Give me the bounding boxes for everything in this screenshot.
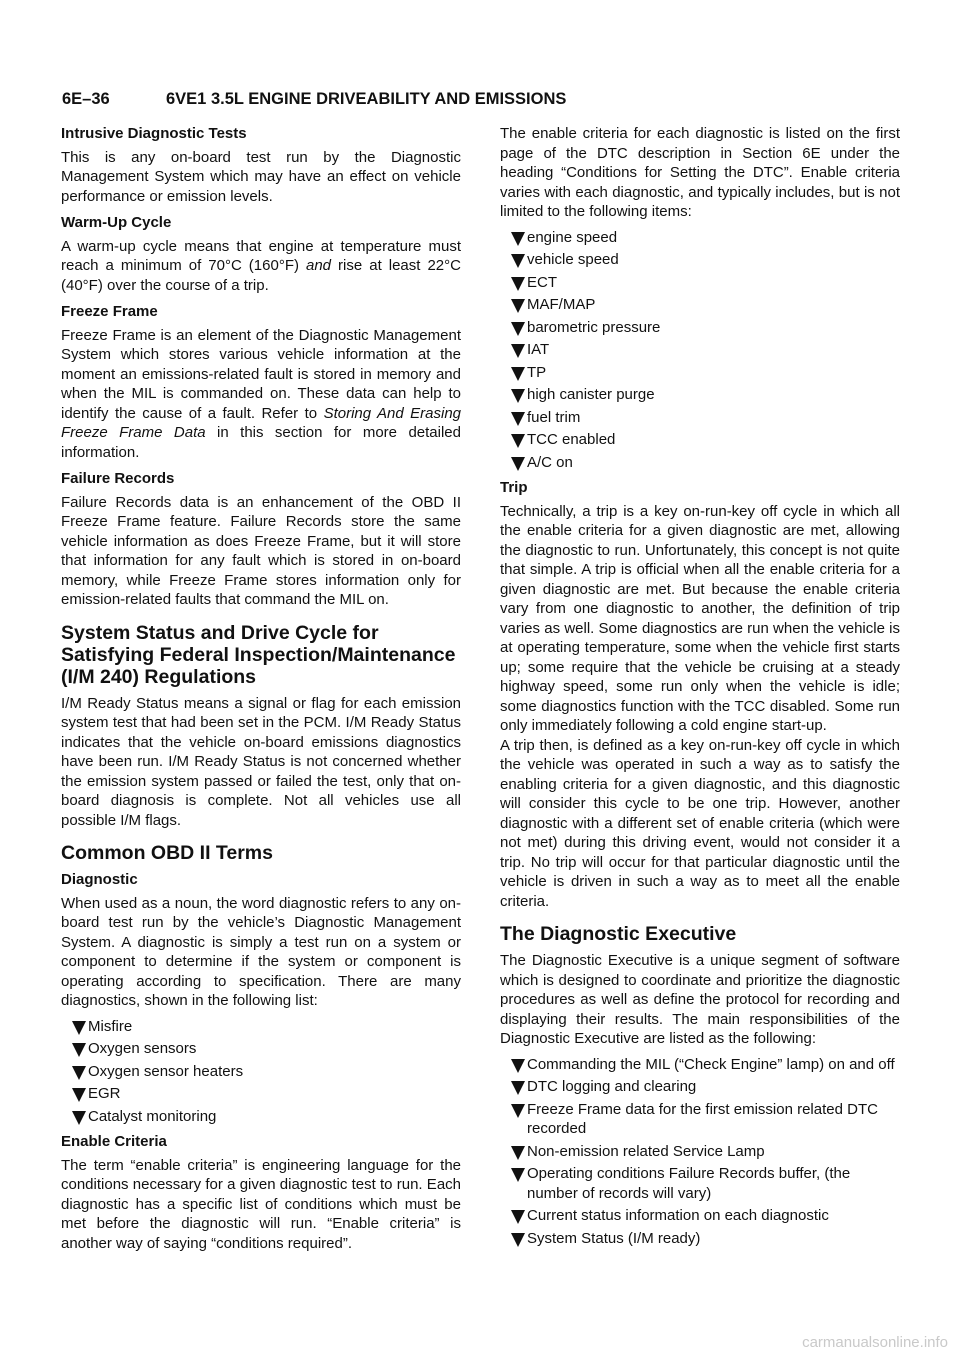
bullet-triangle-icon	[511, 434, 525, 448]
bullet-triangle-icon	[511, 277, 525, 291]
list-item: System Status (I/M ready)	[511, 1229, 900, 1249]
trip-title: Trip	[500, 479, 528, 496]
warmup-cycle-body: A warm-up cycle means that engine at temperature must reach a minimum of 70°C (160°F) and rise at least 22°C (40°F) over the course of a trip.	[61, 237, 461, 294]
left-column	[61, 124, 461, 1260]
list-item: IAT	[511, 340, 900, 360]
bullet-triangle-icon	[72, 1043, 86, 1057]
bullet-triangle-icon	[511, 1146, 525, 1160]
common-terms-heading: Common OBD II Terms	[61, 842, 273, 864]
right-column	[500, 124, 900, 1254]
bullet-triangle-icon	[511, 232, 525, 246]
failure-records-body: Failure Records data is an enhancement of the OBD II Freeze Frame feature. Failure Records store the same vehicle information as does Freeze Frame, but it will store that information for any fault which is stored in on-board memory, while Freeze Frame stores information only for emission-related faults that command the MIL on.	[61, 493, 461, 608]
list-item: Misfire	[72, 1017, 461, 1037]
bullet-triangle-icon	[511, 1210, 525, 1224]
watermark: carmanualsonline.info	[802, 1334, 948, 1351]
list-item: Operating conditions Failure Records buffer, (the number of records will vary)	[511, 1164, 900, 1203]
intrusive-tests-title: Intrusive Diagnostic Tests	[61, 125, 247, 142]
list-item: barometric pressure	[511, 318, 900, 338]
list-item: Non-emission related Service Lamp	[511, 1142, 900, 1162]
bullet-triangle-icon	[72, 1066, 86, 1080]
bullet-triangle-icon	[511, 344, 525, 358]
system-status-heading: System Status and Drive Cycle for Satisfying Federal Inspection/Maintenance (I/M 240) Regulations	[61, 621, 456, 688]
list-item: TP	[511, 363, 900, 383]
list-item: fuel trim	[511, 408, 900, 428]
bullet-triangle-icon	[72, 1088, 86, 1102]
list-item: DTC logging and clearing	[511, 1077, 900, 1097]
intrusive-tests-body: This is any on-board test run by the Diagnostic Management System which may have an effect on vehicle performance or emission levels.	[61, 148, 461, 205]
diagnostic-executive-body: The Diagnostic Executive is a unique segment of software which is designed to coordinate and prioritize the diagnostic procedures as well as define the protocol for recording and displaying their results. The main responsibilities of the Diagnostic Executive are listed as the following:	[500, 952, 900, 1047]
page-title: 6VE1 3.5L ENGINE DRIVEABILITY AND EMISSIONS	[166, 90, 567, 108]
bullet-triangle-icon	[511, 367, 525, 381]
list-item: EGR	[72, 1084, 461, 1104]
freeze-frame-title: Freeze Frame	[61, 303, 158, 320]
bullet-triangle-icon	[511, 254, 525, 268]
list-item: Freeze Frame data for the first emission related DTC recorded	[511, 1100, 900, 1139]
page-number: 6E–36	[62, 90, 110, 108]
enable-criteria-continued: The enable criteria for each diagnostic is listed on the first page of the DTC description in Section 6E under the heading “Conditions for Setting the DTC”. Enable criteria varies with each diagnostic, and typically includes, but is not limited to the following items:	[500, 125, 900, 220]
bullet-triangle-icon	[72, 1111, 86, 1125]
list-item: Commanding the MIL (“Check Engine” lamp) on and off	[511, 1055, 900, 1075]
trip-body-1: Technically, a trip is a key on-run-key off cycle in which all the enable criteria for a given diagnostic are met, allowing the diagnostic to run. Unfortunately, this concept is not quite that simple. A trip is official when all the enable criteria for a given diagnostic are met. But because the enable criteria vary from one diagnostic to another, the definition of trip varies as well. Some diagnostics are run when the vehicle is at operating temperature, some when the vehicle first starts up; some require that the vehicle be cruising at a steady highway speed, some run only when the vehicle is idle; some diagnostics function with the TCC disabled. Some run only immediately following a cold engine start-up.	[500, 502, 900, 734]
list-item: Oxygen sensors	[72, 1039, 461, 1059]
bullet-triangle-icon	[72, 1021, 86, 1035]
bullet-triangle-icon	[511, 1168, 525, 1182]
system-status-body: I/M Ready Status means a signal or flag for each emission system test that had been set in the PCM. I/M Ready Status indicates that the vehicle on-board emissions diagnostics have been run. I/M Ready Status is not concerned whether the emission system passed or failed the test, only that on-board diagnosis is complete. Not all vehicles use all possible I/M flags.	[61, 694, 461, 829]
enable-criteria-title: Enable Criteria	[61, 1133, 167, 1150]
bullet-triangle-icon	[511, 1059, 525, 1073]
list-item: MAF/MAP	[511, 295, 900, 315]
freeze-frame-reference: Storing And Erasing Freeze Frame Data	[61, 404, 461, 441]
list-item: ECT	[511, 273, 900, 293]
list-item: engine speed	[511, 228, 900, 248]
bullet-triangle-icon	[511, 412, 525, 426]
bullet-triangle-icon	[511, 457, 525, 471]
diagnostic-executive-list	[500, 1055, 900, 1249]
list-item: TCC enabled	[511, 430, 900, 450]
diagnostic-executive-heading: The Diagnostic Executive	[500, 923, 737, 945]
bullet-triangle-icon	[511, 322, 525, 336]
bullet-triangle-icon	[511, 1233, 525, 1247]
trip-body-2: A trip then, is defined as a key on-run-key off cycle in which the vehicle was operated in such a way as to satisfy the enabling criteria for a given diagnostic, and this diagnostic will consider this cycle to be one trip. However, another diagnostic with a different set of enable criteria (which were not met) during this driving event, would not consider it a trip. No trip will occur for that particular diagnostic until the vehicle is driven in such a way as to meet all the enable criteria.	[500, 736, 900, 910]
list-item: vehicle speed	[511, 250, 900, 270]
list-item: Catalyst monitoring	[72, 1107, 461, 1127]
warmup-cycle-title: Warm-Up Cycle	[61, 214, 172, 231]
bullet-triangle-icon	[511, 389, 525, 403]
enable-criteria-list	[500, 228, 900, 473]
diagnostic-list	[61, 1017, 461, 1127]
freeze-frame-body: Freeze Frame is an element of the Diagnostic Management System which stores various vehicle information at the moment an emissions-related fault is stored in memory and when the MIL is commanded on. These data can help to identify the cause of a fault. Refer to Storing And Erasing Freeze Frame Data in this section for more detailed information.	[61, 326, 461, 461]
list-item: Current status information on each diagnostic	[511, 1206, 900, 1226]
diagnostic-title: Diagnostic	[61, 871, 138, 888]
failure-records-title: Failure Records	[61, 470, 175, 487]
list-item: high canister purge	[511, 385, 900, 405]
bullet-triangle-icon	[511, 299, 525, 313]
diagnostic-body: When used as a noun, the word diagnostic refers to any on-board test run by the vehicle’s Diagnostic Management System. A diagnostic is simply a test run on a system or component to determine if the system or component is operating according to specification. There are many diagnostics, shown in the following list:	[61, 894, 461, 1009]
bullet-triangle-icon	[511, 1081, 525, 1095]
list-item: A/C on	[511, 453, 900, 473]
bullet-triangle-icon	[511, 1104, 525, 1118]
list-item: Oxygen sensor heaters	[72, 1062, 461, 1082]
enable-criteria-body: The term “enable criteria” is engineering language for the conditions necessary for a given diagnostic test to run. Each diagnostic has a specific list of conditions which must be met before the diagnostic will run. “Enable criteria” is another way of saying “conditions required”.	[61, 1156, 461, 1252]
